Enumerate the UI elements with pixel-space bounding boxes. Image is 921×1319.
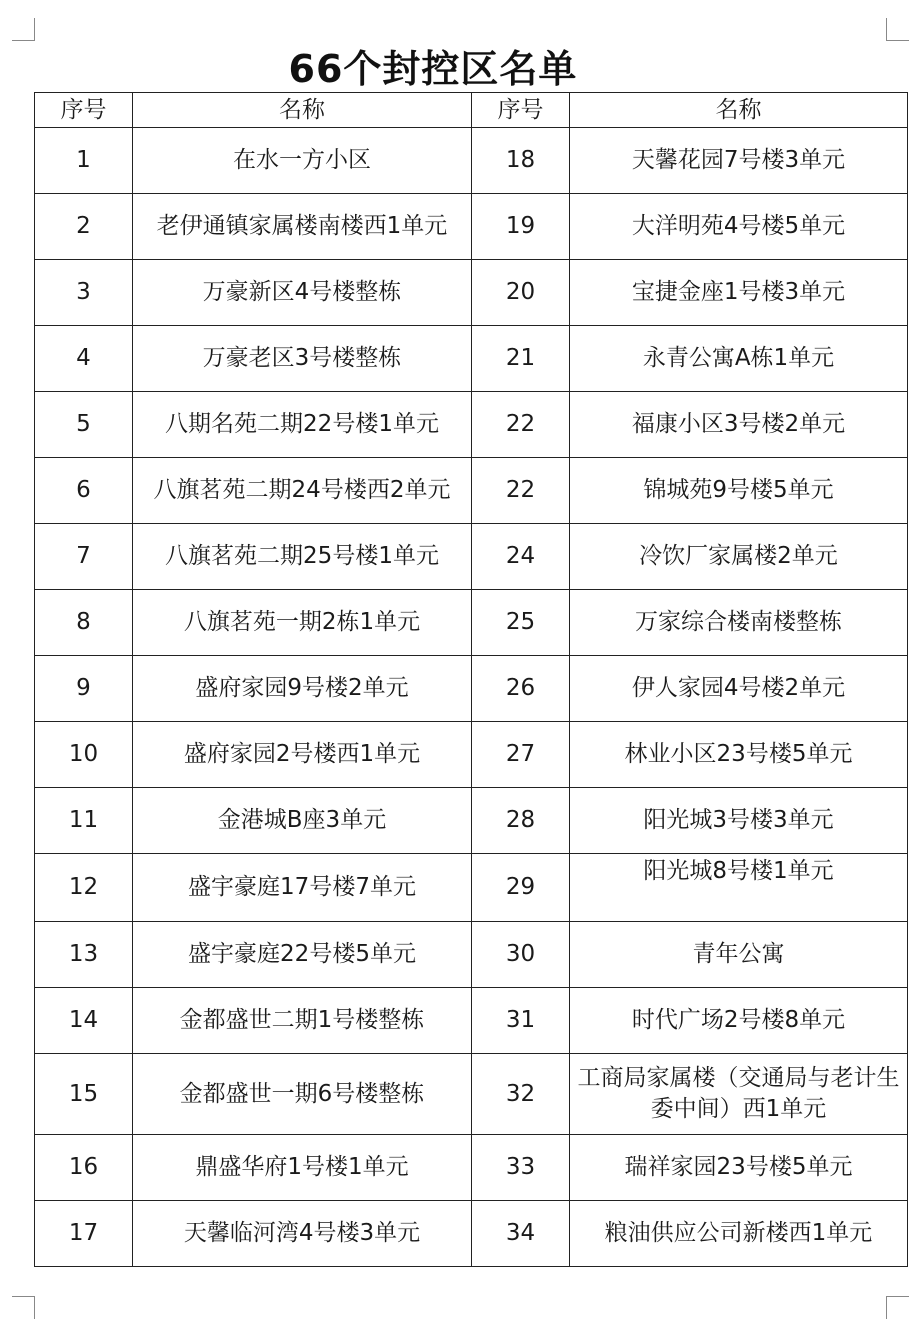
index-cell-right: 26 <box>472 656 570 722</box>
table-row <box>35 854 908 922</box>
index-cell-right: 32 <box>472 1054 570 1135</box>
index-cell-left: 2 <box>35 194 133 260</box>
index-cell-right: 34 <box>472 1201 570 1267</box>
name-cell-right: 伊人家园4号楼2单元 <box>570 656 908 722</box>
index-cell-right: 22 <box>472 458 570 524</box>
name-cell-left: 金都盛世一期6号楼整栋 <box>133 1054 472 1135</box>
name-cell-left: 在水一方小区 <box>133 128 472 194</box>
header-index-left: 序号 <box>35 93 133 128</box>
index-cell-left: 8 <box>35 590 133 656</box>
index-cell-left: 16 <box>35 1135 133 1201</box>
index-cell-left: 12 <box>35 854 133 922</box>
index-cell-left: 17 <box>35 1201 133 1267</box>
name-cell-right: 瑞祥家园23号楼5单元 <box>570 1135 908 1201</box>
index-cell-right: 31 <box>472 988 570 1054</box>
name-cell-right: 工商局家属楼（交通局与老计生委中间）西1单元 <box>570 1054 908 1135</box>
lockdown-list-table <box>34 92 908 1267</box>
name-cell-left: 八旗茗苑一期2栋1单元 <box>133 590 472 656</box>
name-cell-left: 八期名苑二期22号楼1单元 <box>133 392 472 458</box>
name-cell-right: 宝捷金座1号楼3单元 <box>570 260 908 326</box>
name-cell-left: 金港城B座3单元 <box>133 788 472 854</box>
index-cell-left: 10 <box>35 722 133 788</box>
name-cell-right: 阳光城3号楼3单元 <box>570 788 908 854</box>
table-row <box>35 458 908 524</box>
name-cell-left: 万豪新区4号楼整栋 <box>133 260 472 326</box>
document-title: 66个封控区名单 <box>288 47 578 91</box>
table-row <box>35 922 908 988</box>
index-cell-left: 1 <box>35 128 133 194</box>
name-cell-right: 阳光城8号楼1单元 <box>570 854 908 922</box>
name-cell-right: 福康小区3号楼2单元 <box>570 392 908 458</box>
name-cell-left: 金都盛世二期1号楼整栋 <box>133 988 472 1054</box>
table-row <box>35 722 908 788</box>
name-cell-right: 时代广场2号楼8单元 <box>570 988 908 1054</box>
index-cell-left: 4 <box>35 326 133 392</box>
header-index-right: 序号 <box>472 93 570 128</box>
table-row <box>35 194 908 260</box>
table-row <box>35 656 908 722</box>
name-cell-right: 林业小区23号楼5单元 <box>570 722 908 788</box>
header-name-right: 名称 <box>570 93 908 128</box>
index-cell-right: 25 <box>472 590 570 656</box>
name-cell-right: 锦城苑9号楼5单元 <box>570 458 908 524</box>
index-cell-right: 21 <box>472 326 570 392</box>
table-row <box>35 326 908 392</box>
table-row <box>35 392 908 458</box>
index-cell-right: 30 <box>472 922 570 988</box>
name-cell-right: 万家综合楼南楼整栋 <box>570 590 908 656</box>
name-cell-left: 八旗茗苑二期24号楼西2单元 <box>133 458 472 524</box>
table-row <box>35 1201 908 1267</box>
index-cell-left: 14 <box>35 988 133 1054</box>
index-cell-left: 6 <box>35 458 133 524</box>
name-cell-right: 天馨花园7号楼3单元 <box>570 128 908 194</box>
name-cell-right: 冷饮厂家属楼2单元 <box>570 524 908 590</box>
index-cell-left: 9 <box>35 656 133 722</box>
index-cell-right: 33 <box>472 1135 570 1201</box>
table-row <box>35 988 908 1054</box>
table-row <box>35 1054 908 1135</box>
name-cell-left: 万豪老区3号楼整栋 <box>133 326 472 392</box>
name-cell-left: 盛宇豪庭17号楼7单元 <box>133 854 472 922</box>
name-cell-right: 粮油供应公司新楼西1单元 <box>570 1201 908 1267</box>
header-name-left: 名称 <box>133 93 472 128</box>
table-header-row <box>35 93 908 128</box>
index-cell-left: 11 <box>35 788 133 854</box>
index-cell-left: 15 <box>35 1054 133 1135</box>
table-row <box>35 590 908 656</box>
index-cell-right: 28 <box>472 788 570 854</box>
index-cell-left: 13 <box>35 922 133 988</box>
name-cell-right: 青年公寓 <box>570 922 908 988</box>
table-row <box>35 524 908 590</box>
table-row <box>35 260 908 326</box>
name-cell-left: 老伊通镇家属楼南楼西1单元 <box>133 194 472 260</box>
table-row <box>35 788 908 854</box>
index-cell-right: 19 <box>472 194 570 260</box>
index-cell-left: 5 <box>35 392 133 458</box>
index-cell-right: 22 <box>472 392 570 458</box>
index-cell-left: 3 <box>35 260 133 326</box>
name-cell-left: 盛府家园2号楼西1单元 <box>133 722 472 788</box>
crop-mark-bottom-right <box>886 1296 909 1319</box>
index-cell-right: 27 <box>472 722 570 788</box>
name-cell-right: 永青公寓A栋1单元 <box>570 326 908 392</box>
name-cell-left: 八旗茗苑二期25号楼1单元 <box>133 524 472 590</box>
name-cell-left: 鼎盛华府1号楼1单元 <box>133 1135 472 1201</box>
name-cell-left: 天馨临河湾4号楼3单元 <box>133 1201 472 1267</box>
index-cell-right: 24 <box>472 524 570 590</box>
index-cell-right: 20 <box>472 260 570 326</box>
name-cell-right: 大洋明苑4号楼5单元 <box>570 194 908 260</box>
name-cell-left: 盛府家园9号楼2单元 <box>133 656 472 722</box>
crop-mark-bottom-left <box>12 1296 35 1319</box>
index-cell-right: 29 <box>472 854 570 922</box>
index-cell-left: 7 <box>35 524 133 590</box>
name-cell-left: 盛宇豪庭22号楼5单元 <box>133 922 472 988</box>
table-row <box>35 1135 908 1201</box>
index-cell-right: 18 <box>472 128 570 194</box>
crop-mark-top-right <box>886 18 909 41</box>
table-row <box>35 128 908 194</box>
